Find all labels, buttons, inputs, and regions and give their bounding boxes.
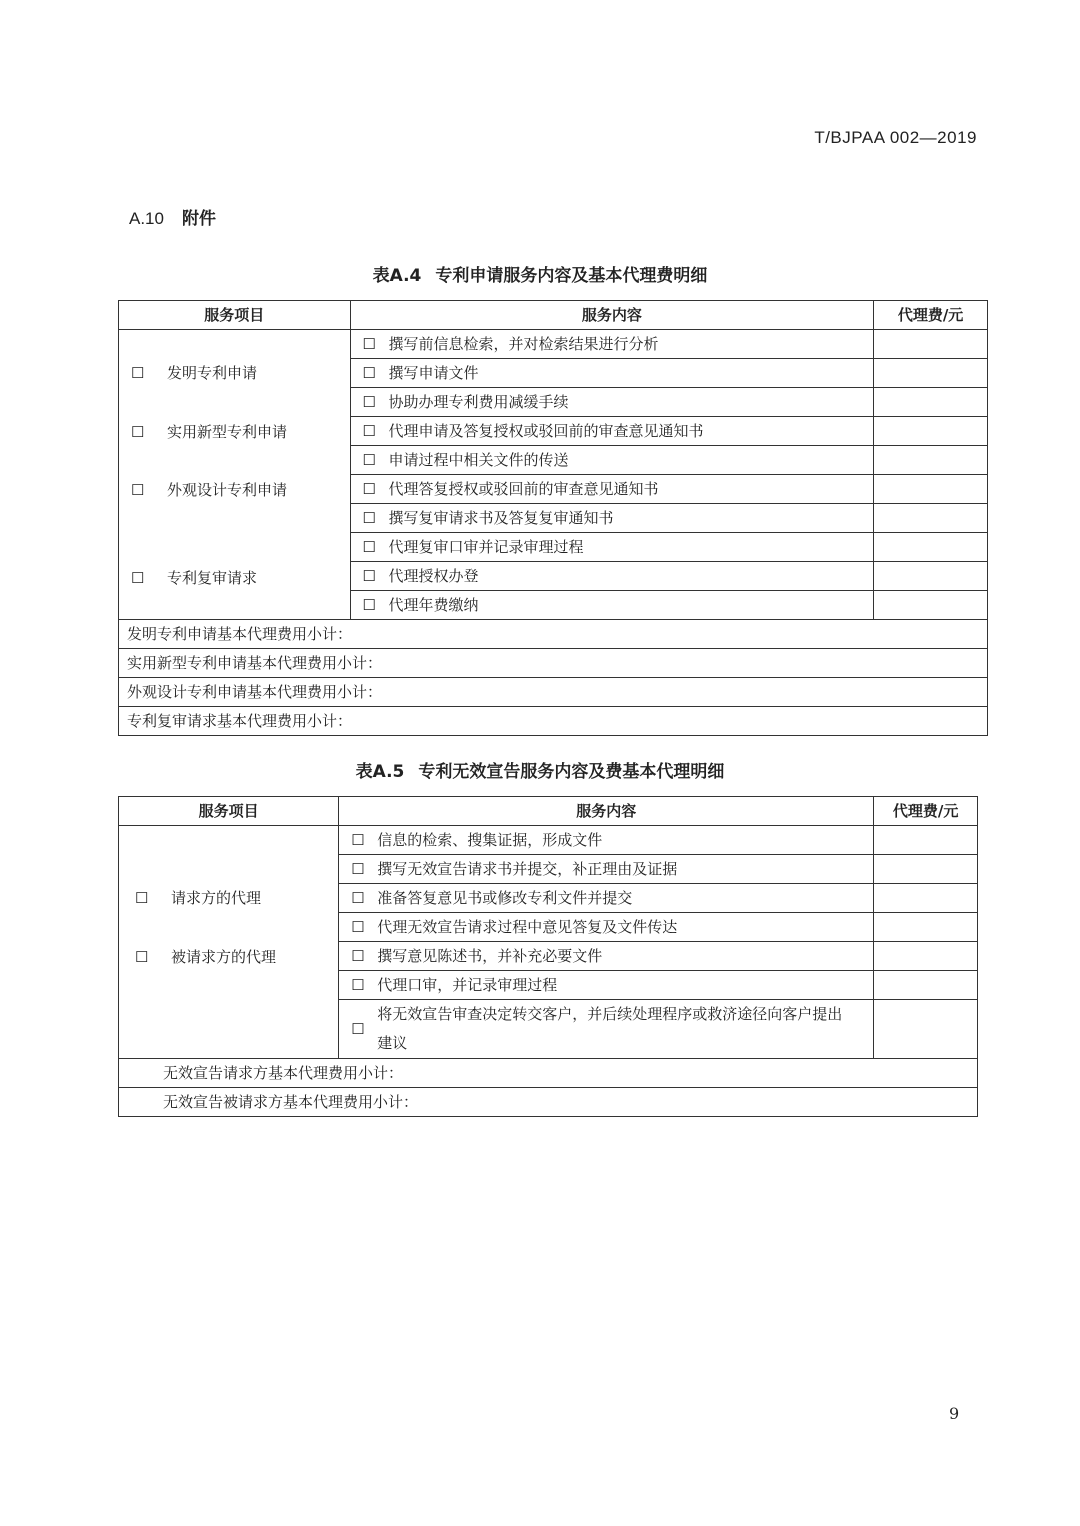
service-content-cell[interactable]	[339, 884, 874, 913]
checkbox-icon[interactable]: ☐	[362, 538, 376, 556]
checkbox-icon[interactable]: ☐	[131, 569, 145, 587]
service-item-label: 请求方的代理	[171, 889, 262, 907]
checkbox-icon[interactable]: ☐	[351, 918, 365, 936]
service-item-cell	[119, 826, 339, 1059]
service-content-text: 撰写前信息检索，并对检索结果进行分析	[388, 335, 659, 353]
fee-cell[interactable]	[874, 913, 978, 942]
fee-cell[interactable]	[874, 475, 988, 504]
checkbox-icon[interactable]: ☐	[131, 481, 145, 499]
fee-cell[interactable]	[874, 942, 978, 971]
table-header-row	[119, 301, 988, 330]
fee-cell[interactable]	[874, 446, 988, 475]
fee-cell[interactable]	[874, 884, 978, 913]
service-content-text: 代理年费缴纳	[388, 596, 479, 614]
fee-cell[interactable]	[874, 417, 988, 446]
service-content-cell[interactable]	[339, 942, 874, 971]
service-content-cell[interactable]	[350, 330, 874, 359]
service-content-cell[interactable]	[350, 475, 874, 504]
checkbox-icon[interactable]: ☐	[362, 596, 376, 614]
subtotal-row	[119, 1088, 978, 1117]
service-item-label: 专利复审请求	[167, 569, 258, 587]
fee-cell[interactable]	[874, 855, 978, 884]
section-heading	[129, 204, 216, 229]
service-content-cell[interactable]	[339, 971, 874, 1000]
service-content-text: 代理申请及答复授权或驳回前的审查意见通知书	[388, 422, 704, 440]
service-content-cell[interactable]	[350, 359, 874, 388]
checkbox-icon[interactable]: ☐	[362, 364, 376, 382]
subtotal-row	[119, 1059, 978, 1088]
checkbox-icon[interactable]: ☐	[351, 947, 365, 965]
fee-cell[interactable]	[874, 504, 988, 533]
service-content-text: 申请过程中相关文件的传送	[388, 451, 569, 469]
section-number: A.10	[129, 209, 164, 228]
header-service-item: 服务项目	[119, 797, 339, 826]
service-content-text: 代理复审口审并记录审理过程	[388, 538, 584, 556]
service-content-cell[interactable]	[350, 562, 874, 591]
table-header-row	[119, 797, 978, 826]
header-fee: 代理费/元	[874, 301, 988, 330]
subtotal-row	[119, 678, 988, 707]
service-content-text: 撰写意见陈述书，并补充必要文件	[377, 947, 603, 965]
service-content-cell[interactable]	[350, 446, 874, 475]
service-content-cell[interactable]	[339, 826, 874, 855]
checkbox-icon[interactable]: ☐	[362, 567, 376, 585]
service-item-label: 外观设计专利申请	[167, 481, 288, 499]
document-code: T/BJPAA 002—2019	[814, 128, 977, 147]
service-content-text: 信息的检索、搜集证据，形成文件	[377, 831, 603, 849]
service-item-utility-model[interactable]	[131, 418, 287, 446]
checkbox-icon[interactable]: ☐	[362, 335, 376, 353]
service-item-design[interactable]	[131, 476, 287, 504]
fee-cell[interactable]	[874, 330, 988, 359]
fee-cell[interactable]	[874, 826, 978, 855]
checkbox-icon[interactable]: ☐	[351, 889, 365, 907]
service-content-cell[interactable]	[339, 913, 874, 942]
service-content-text: 将无效宣告审查决定转交客户，并后续处理程序或救济途径向客户提出建议	[377, 1005, 843, 1052]
service-content-text: 协助办理专利费用减缓手续	[388, 393, 569, 411]
subtotal-row	[119, 649, 988, 678]
table-row	[119, 330, 988, 359]
table-a4-title: 专利申请服务内容及基本代理费明细	[435, 266, 708, 286]
subtotal-cell[interactable]: 实用新型专利申请基本代理费用小计：	[119, 649, 988, 678]
service-content-text: 代理授权办登	[388, 567, 479, 585]
subtotal-cell[interactable]: 发明专利申请基本代理费用小计：	[119, 620, 988, 649]
checkbox-icon[interactable]: ☐	[362, 480, 376, 498]
checkbox-icon[interactable]: ☐	[362, 393, 376, 411]
fee-cell[interactable]	[874, 533, 988, 562]
service-content-text: 准备答复意见书或修改专利文件并提交	[377, 889, 633, 907]
fee-cell[interactable]	[874, 359, 988, 388]
header-service-item: 服务项目	[119, 301, 351, 330]
table-a5-label: 表A.5	[355, 762, 405, 782]
section-title-text: 附件	[181, 209, 216, 229]
checkbox-icon[interactable]: ☐	[131, 364, 145, 382]
fee-cell[interactable]	[874, 971, 978, 1000]
subtotal-cell[interactable]: 无效宣告请求方基本代理费用小计：	[119, 1059, 978, 1088]
checkbox-icon[interactable]: ☐	[362, 451, 376, 469]
service-content-cell[interactable]	[350, 504, 874, 533]
table-row	[119, 826, 978, 855]
checkbox-icon[interactable]: ☐	[351, 860, 365, 878]
fee-cell[interactable]	[874, 562, 988, 591]
service-item-reexamination[interactable]	[131, 564, 257, 592]
checkbox-icon[interactable]: ☐	[351, 1020, 365, 1038]
service-content-cell[interactable]	[350, 388, 874, 417]
subtotal-cell[interactable]: 无效宣告被请求方基本代理费用小计：	[119, 1088, 978, 1117]
service-content-text: 代理无效宣告请求过程中意见答复及文件传达	[377, 918, 678, 936]
service-item-invention[interactable]	[131, 359, 257, 387]
table-a4-caption	[0, 261, 1080, 286]
service-content-text: 撰写复审请求书及答复复审通知书	[388, 509, 614, 527]
fee-cell[interactable]	[874, 1000, 978, 1059]
subtotal-row	[119, 707, 988, 736]
subtotal-cell[interactable]: 专利复审请求基本代理费用小计：	[119, 707, 988, 736]
service-item-respondent[interactable]	[135, 943, 276, 971]
service-content-text: 撰写申请文件	[388, 364, 479, 382]
service-content-cell[interactable]	[350, 591, 874, 620]
subtotal-row	[119, 620, 988, 649]
service-content-text: 撰写无效宣告请求书并提交，补正理由及证据	[377, 860, 678, 878]
service-item-cell	[119, 330, 351, 620]
subtotal-cell[interactable]: 外观设计专利申请基本代理费用小计：	[119, 678, 988, 707]
table-a5-caption	[0, 757, 1080, 782]
table-a4-label: 表A.4	[372, 266, 422, 286]
fee-cell[interactable]	[874, 591, 988, 620]
service-item-label: 发明专利申请	[167, 364, 258, 382]
fee-cell[interactable]	[874, 388, 988, 417]
service-content-cell[interactable]	[339, 855, 874, 884]
table-a5-title: 专利无效宣告服务内容及费基本代理明细	[418, 762, 725, 782]
service-content-cell[interactable]	[339, 1000, 874, 1059]
checkbox-icon[interactable]: ☐	[351, 976, 365, 994]
service-content-cell[interactable]	[350, 533, 874, 562]
service-item-requester[interactable]	[135, 884, 261, 912]
page-number: 9	[949, 1404, 960, 1423]
header-service-content: 服务内容	[350, 301, 874, 330]
header-fee: 代理费/元	[874, 797, 978, 826]
service-content-text: 代理答复授权或驳回前的审查意见通知书	[388, 480, 659, 498]
checkbox-icon[interactable]: ☐	[131, 423, 145, 441]
service-item-label: 实用新型专利申请	[167, 423, 288, 441]
header-service-content: 服务内容	[339, 797, 874, 826]
checkbox-icon[interactable]: ☐	[135, 948, 149, 966]
checkbox-icon[interactable]: ☐	[362, 422, 376, 440]
checkbox-icon[interactable]: ☐	[351, 831, 365, 849]
table-a5	[118, 796, 978, 1117]
checkbox-icon[interactable]: ☐	[135, 889, 149, 907]
checkbox-icon[interactable]: ☐	[362, 509, 376, 527]
service-content-cell[interactable]	[350, 417, 874, 446]
table-a4	[118, 300, 988, 736]
service-content-text: 代理口审，并记录审理过程	[377, 976, 558, 994]
service-item-label: 被请求方的代理	[171, 948, 277, 966]
